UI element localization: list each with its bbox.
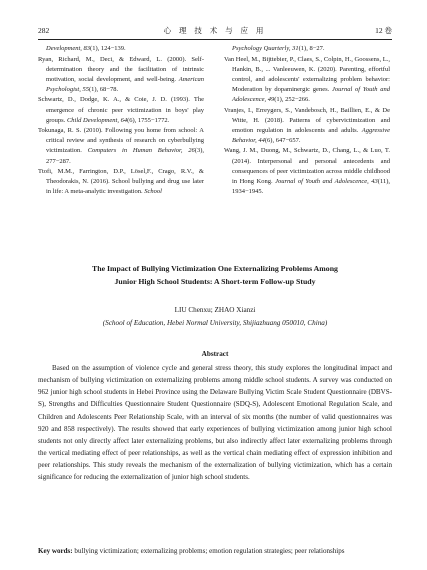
reference-entry: [38, 167, 204, 197]
reference-source: Child Development, 64: [66, 116, 128, 124]
volume-label: 12 卷: [375, 26, 392, 35]
reference-pages: (1), 68−78.: [88, 85, 119, 93]
title-line-2: Junior High School Students: A Short-term Follow-up Study: [114, 277, 316, 286]
reference-source: Psychology Quarterly, 31: [232, 45, 299, 52]
references-right-column: [224, 44, 390, 197]
reference-pages: (1), 124−139.: [90, 45, 126, 52]
keywords: [38, 545, 392, 557]
reference-text: Ryan, Richard, M., Deci, & Edward, L. (2000). Self-determination theory and the facilitation of intrinsic motivation, social development, and well-being.: [38, 55, 204, 83]
references-left-column: [38, 44, 204, 198]
title-line-1: The Impact of Bullying Victimization One Externalizing Problems Among: [92, 264, 338, 273]
running-header: [38, 24, 392, 38]
reference-source: Computers in Human Behavior, 26: [87, 147, 195, 155]
reference-source: Aggressive Behavior, 44: [232, 126, 390, 144]
reference-entry: [38, 126, 204, 166]
abstract-heading: Abstract: [201, 350, 229, 358]
reference-entry: [224, 44, 390, 54]
reference-entry: [224, 106, 390, 146]
reference-pages: (11), 1934−1945.: [232, 177, 391, 195]
reference-source: Journal of Youth and Adolescence, 49: [232, 85, 390, 103]
reference-text: Vranjes, I., Erreygers, S., Vandebosch, H., Baillien, E., & De Witte, H. (2018). Patterns of cybervictimization and emotion regulation in adolescents and adults.: [224, 106, 390, 134]
reference-entry: [224, 55, 390, 105]
reference-entry: [224, 146, 390, 196]
reference-entry: [38, 55, 204, 95]
reference-text: Tokunaga, R. S. (2010). Following you home from school: A critical review and synthesis of research on cyberbullying victimization.: [38, 127, 204, 155]
reference-text: Van Heel, M., Bijttebier, P., Claes, S., Colpin, H., Goossens, L., Hankin, B., ... Vanleeuwen, K. (2020). Parenting, effortful control, and adolescents' externalizing problem behavior: Moderation by dopaminergic genes.: [224, 55, 390, 93]
authors: LIU Chenxu; ZHAO Xianzi: [174, 306, 256, 314]
affiliation: (School of Education, Hebei Normal University, Shijiazhuang 050010, China): [102, 319, 328, 327]
english-title: [38, 262, 392, 288]
reference-source: Journal of Youth and Adolescence, 43: [275, 177, 378, 185]
reference-pages: (1), 8−27.: [298, 45, 325, 52]
reference-entry: [38, 44, 204, 54]
reference-source: School: [144, 188, 162, 196]
keywords-text: bullying victimization; externalizing problems; emotion regulation strategies; peer relationships: [74, 547, 345, 555]
reference-pages: (1), 252−266.: [274, 95, 310, 103]
reference-source: Development, 83: [46, 45, 91, 52]
journal-name: 心 理 技 术 与 应 用: [163, 26, 267, 35]
reference-entry: [38, 95, 204, 125]
reference-text: Wang, J. M., Duong, M., Schwartz, D., Chang, L., & Luo, T. (2014). Interpersonal and personal antecedents and consequences of peer victimization across middle childhood in Hong Kong.: [224, 147, 390, 185]
reference-pages: (6), 647−657.: [264, 136, 301, 144]
page-number: 282: [38, 26, 50, 35]
reference-pages: (3), 277−287.: [46, 147, 204, 165]
header-rule: [38, 39, 392, 40]
keywords-label: Key words:: [38, 547, 73, 555]
abstract-body: Based on the assumption of violence cycle and general stress theory, this study explores the longitudinal impact and mechanism of bullying victimization on externalizing problems among middle school students. A survey was conducted on 962 junior high school students in Hebei Province using the Delaware Bullying Victim Scale Student Questionnaire (DBVS-S), Strengths and Difficulties Questionnaire Student Questionnaire (SDQ-S), Adolescent Emotional Regulation Scale, and Children and Adolescents Peer Relationship Scale, with an interval of six months (the number of valid questionnaires was 920 and 858 respectively). The results showed that early experiences of bullying victimization among junior high school students not only directly affect later externalizing problems, but also indirectly affect later externalizing problems through the vertical mediating effect of peer relationships, as well as the vertical chain mediating effect of expression inhibition and peer relationships. This study reveals the mechanism of the externalization of bullying victimization, which has a certain significance for reducing the externalization of junior high school students.: [38, 364, 392, 482]
reference-text: Schwartz, D., Dodge, K. A., & Coie, J. D. (1993). The emergence of chronic peer victimization in boys' play groups.: [38, 96, 204, 124]
reference-text: Ttofi, M.M., Farrington, D.P., Lösel,F., Crago, R.V., & Theodorakis, N. (2016). School bullying and drug use later in life: A meta-analytic investigation.: [38, 168, 204, 196]
reference-source: American Psychologist, 55: [46, 75, 204, 93]
reference-pages: (6), 1755−1772.: [127, 116, 170, 124]
